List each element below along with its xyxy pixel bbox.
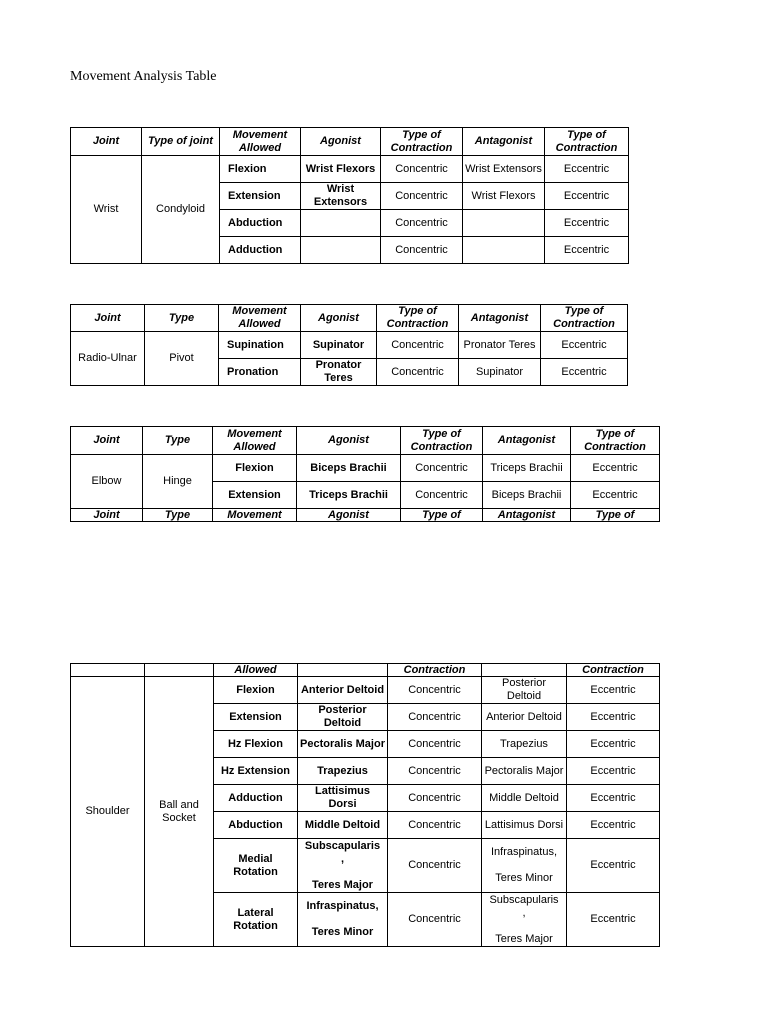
joint-cell: Elbow — [71, 455, 143, 509]
movement-cell: Extension — [213, 482, 297, 509]
agonist-cell: Pectoralis Major — [298, 731, 388, 758]
header-cell: Movement — [213, 509, 297, 522]
header-cell: Type of Contraction — [401, 427, 483, 455]
antagonist-cell: Wrist Flexors — [463, 183, 545, 210]
antagonist-contraction-cell: Eccentric — [567, 812, 660, 839]
contraction-cell: Concentric — [388, 839, 482, 893]
joint-cell: Radio-Ulnar — [71, 332, 145, 386]
agonist-cell: Wrist Extensors — [301, 183, 381, 210]
radio-ulnar-table — [70, 304, 628, 386]
contraction-cell: Concentric — [388, 731, 482, 758]
movement-cell: Adduction — [214, 785, 298, 812]
header-cell: Type of joint — [142, 128, 220, 156]
header-cell: Agonist — [297, 509, 401, 522]
header-cell: Type of Contraction — [381, 128, 463, 156]
header-row — [71, 305, 628, 332]
contraction-cell: Concentric — [377, 359, 459, 386]
agonist-cell: Triceps Brachii — [297, 482, 401, 509]
document-title: Movement Analysis Table — [70, 69, 217, 84]
movement-cell: Lateral Rotation — [214, 893, 298, 947]
header-cell: Type of — [401, 509, 483, 522]
header-cell: Antagonist — [483, 509, 571, 522]
antagonist-cell: Biceps Brachii — [483, 482, 571, 509]
contraction-cell: Concentric — [388, 677, 482, 704]
agonist-cell — [301, 237, 381, 264]
agonist-cell: Biceps Brachii — [297, 455, 401, 482]
antagonist-contraction-cell: Eccentric — [545, 237, 629, 264]
antagonist-cell: Supinator — [459, 359, 541, 386]
agonist-cell: Supinator — [301, 332, 377, 359]
header-cell: Type — [143, 427, 213, 455]
antagonist-cell: Infraspinatus, Teres Minor — [482, 839, 567, 893]
antagonist-cell: Anterior Deltoid — [482, 704, 567, 731]
agonist-cell — [301, 210, 381, 237]
movement-cell: Hz Extension — [214, 758, 298, 785]
antagonist-contraction-cell: Eccentric — [567, 758, 660, 785]
header-cell: Movement Allowed — [220, 128, 301, 156]
shoulder-header-top-row — [71, 509, 660, 522]
agonist-cell: Lattisimus Dorsi — [298, 785, 388, 812]
contraction-cell: Concentric — [401, 455, 483, 482]
header-cell: Type of Contraction — [541, 305, 628, 332]
antagonist-cell: Posterior Deltoid — [482, 677, 567, 704]
agonist-cell: Middle Deltoid — [298, 812, 388, 839]
header-cell: Type of — [571, 509, 660, 522]
movement-cell: Pronation — [219, 359, 301, 386]
antagonist-contraction-cell: Eccentric — [567, 677, 660, 704]
antagonist-contraction-cell: Eccentric — [545, 210, 629, 237]
joint-type-cell: Condyloid — [142, 156, 220, 264]
contraction-cell: Concentric — [381, 183, 463, 210]
antagonist-contraction-cell: Eccentric — [545, 183, 629, 210]
contraction-cell: Concentric — [377, 332, 459, 359]
header-cell: Agonist — [301, 305, 377, 332]
antagonist-contraction-cell: Eccentric — [567, 893, 660, 947]
header-cell: Antagonist — [483, 427, 571, 455]
antagonist-contraction-cell: Eccentric — [571, 482, 660, 509]
joint-cell: Shoulder — [71, 677, 145, 947]
header-cell: Joint — [71, 509, 143, 522]
antagonist-contraction-cell: Eccentric — [541, 332, 628, 359]
movement-cell: Abduction — [220, 210, 301, 237]
movement-cell: Hz Flexion — [214, 731, 298, 758]
joint-type-cell: Pivot — [145, 332, 219, 386]
antagonist-cell: Subscapularis , Teres Major — [482, 893, 567, 947]
joint-type-cell: Ball and Socket — [145, 677, 214, 947]
header-cell: Movement Allowed — [213, 427, 297, 455]
header-cell: Joint — [71, 427, 143, 455]
header-row — [71, 128, 629, 156]
contraction-cell: Concentric — [381, 156, 463, 183]
antagonist-contraction-cell: Eccentric — [545, 156, 629, 183]
antagonist-cell: Middle Deltoid — [482, 785, 567, 812]
contraction-cell: Concentric — [388, 785, 482, 812]
header-cell: Contraction — [388, 664, 482, 677]
wrist-table — [70, 127, 629, 264]
table-row — [71, 677, 660, 704]
movement-cell: Supination — [219, 332, 301, 359]
contraction-cell: Concentric — [388, 812, 482, 839]
header-cell: Joint — [71, 128, 142, 156]
header-cell — [71, 664, 145, 677]
contraction-cell: Concentric — [401, 482, 483, 509]
antagonist-cell: Lattisimus Dorsi — [482, 812, 567, 839]
antagonist-contraction-cell: Eccentric — [571, 455, 660, 482]
movement-cell: Abduction — [214, 812, 298, 839]
movement-cell: Extension — [214, 704, 298, 731]
movement-cell: Adduction — [220, 237, 301, 264]
header-cell: Agonist — [297, 427, 401, 455]
agonist-cell: Trapezius — [298, 758, 388, 785]
agonist-cell: Anterior Deltoid — [298, 677, 388, 704]
agonist-cell: Infraspinatus, Teres Minor — [298, 893, 388, 947]
contraction-cell: Concentric — [381, 237, 463, 264]
antagonist-cell: Wrist Extensors — [463, 156, 545, 183]
shoulder-header-bottom-row — [71, 664, 660, 677]
antagonist-cell: Pectoralis Major — [482, 758, 567, 785]
header-cell: Movement Allowed — [219, 305, 301, 332]
header-cell — [145, 664, 214, 677]
shoulder-table — [70, 663, 660, 947]
elbow-table — [70, 426, 660, 522]
header-cell — [298, 664, 388, 677]
movement-cell: Flexion — [220, 156, 301, 183]
joint-type-cell: Hinge — [143, 455, 213, 509]
contraction-cell: Concentric — [381, 210, 463, 237]
header-cell: Agonist — [301, 128, 381, 156]
header-cell: Type — [143, 509, 213, 522]
contraction-cell: Concentric — [388, 704, 482, 731]
antagonist-cell — [463, 237, 545, 264]
antagonist-contraction-cell: Eccentric — [567, 731, 660, 758]
movement-cell: Flexion — [213, 455, 297, 482]
header-cell: Type of Contraction — [377, 305, 459, 332]
agonist-cell: Wrist Flexors — [301, 156, 381, 183]
header-cell: Joint — [71, 305, 145, 332]
header-cell: Type of Contraction — [545, 128, 629, 156]
table-row — [71, 332, 628, 359]
antagonist-contraction-cell: Eccentric — [567, 839, 660, 893]
header-cell: Contraction — [567, 664, 660, 677]
antagonist-cell: Trapezius — [482, 731, 567, 758]
antagonist-contraction-cell: Eccentric — [541, 359, 628, 386]
table-row — [71, 156, 629, 183]
antagonist-cell: Pronator Teres — [459, 332, 541, 359]
header-cell: Antagonist — [459, 305, 541, 332]
movement-cell: Flexion — [214, 677, 298, 704]
header-cell: Allowed — [214, 664, 298, 677]
antagonist-cell: Triceps Brachii — [483, 455, 571, 482]
header-row — [71, 427, 660, 455]
contraction-cell: Concentric — [388, 758, 482, 785]
antagonist-contraction-cell: Eccentric — [567, 785, 660, 812]
header-cell: Type — [145, 305, 219, 332]
antagonist-cell — [463, 210, 545, 237]
contraction-cell: Concentric — [388, 893, 482, 947]
header-cell: Antagonist — [463, 128, 545, 156]
movement-cell: Extension — [220, 183, 301, 210]
agonist-cell: Subscapularis , Teres Major — [298, 839, 388, 893]
header-cell: Type of Contraction — [571, 427, 660, 455]
antagonist-contraction-cell: Eccentric — [567, 704, 660, 731]
movement-cell: Medial Rotation — [214, 839, 298, 893]
header-cell — [482, 664, 567, 677]
agonist-cell: Pronator Teres — [301, 359, 377, 386]
table-row — [71, 455, 660, 482]
joint-cell: Wrist — [71, 156, 142, 264]
agonist-cell: Posterior Deltoid — [298, 704, 388, 731]
